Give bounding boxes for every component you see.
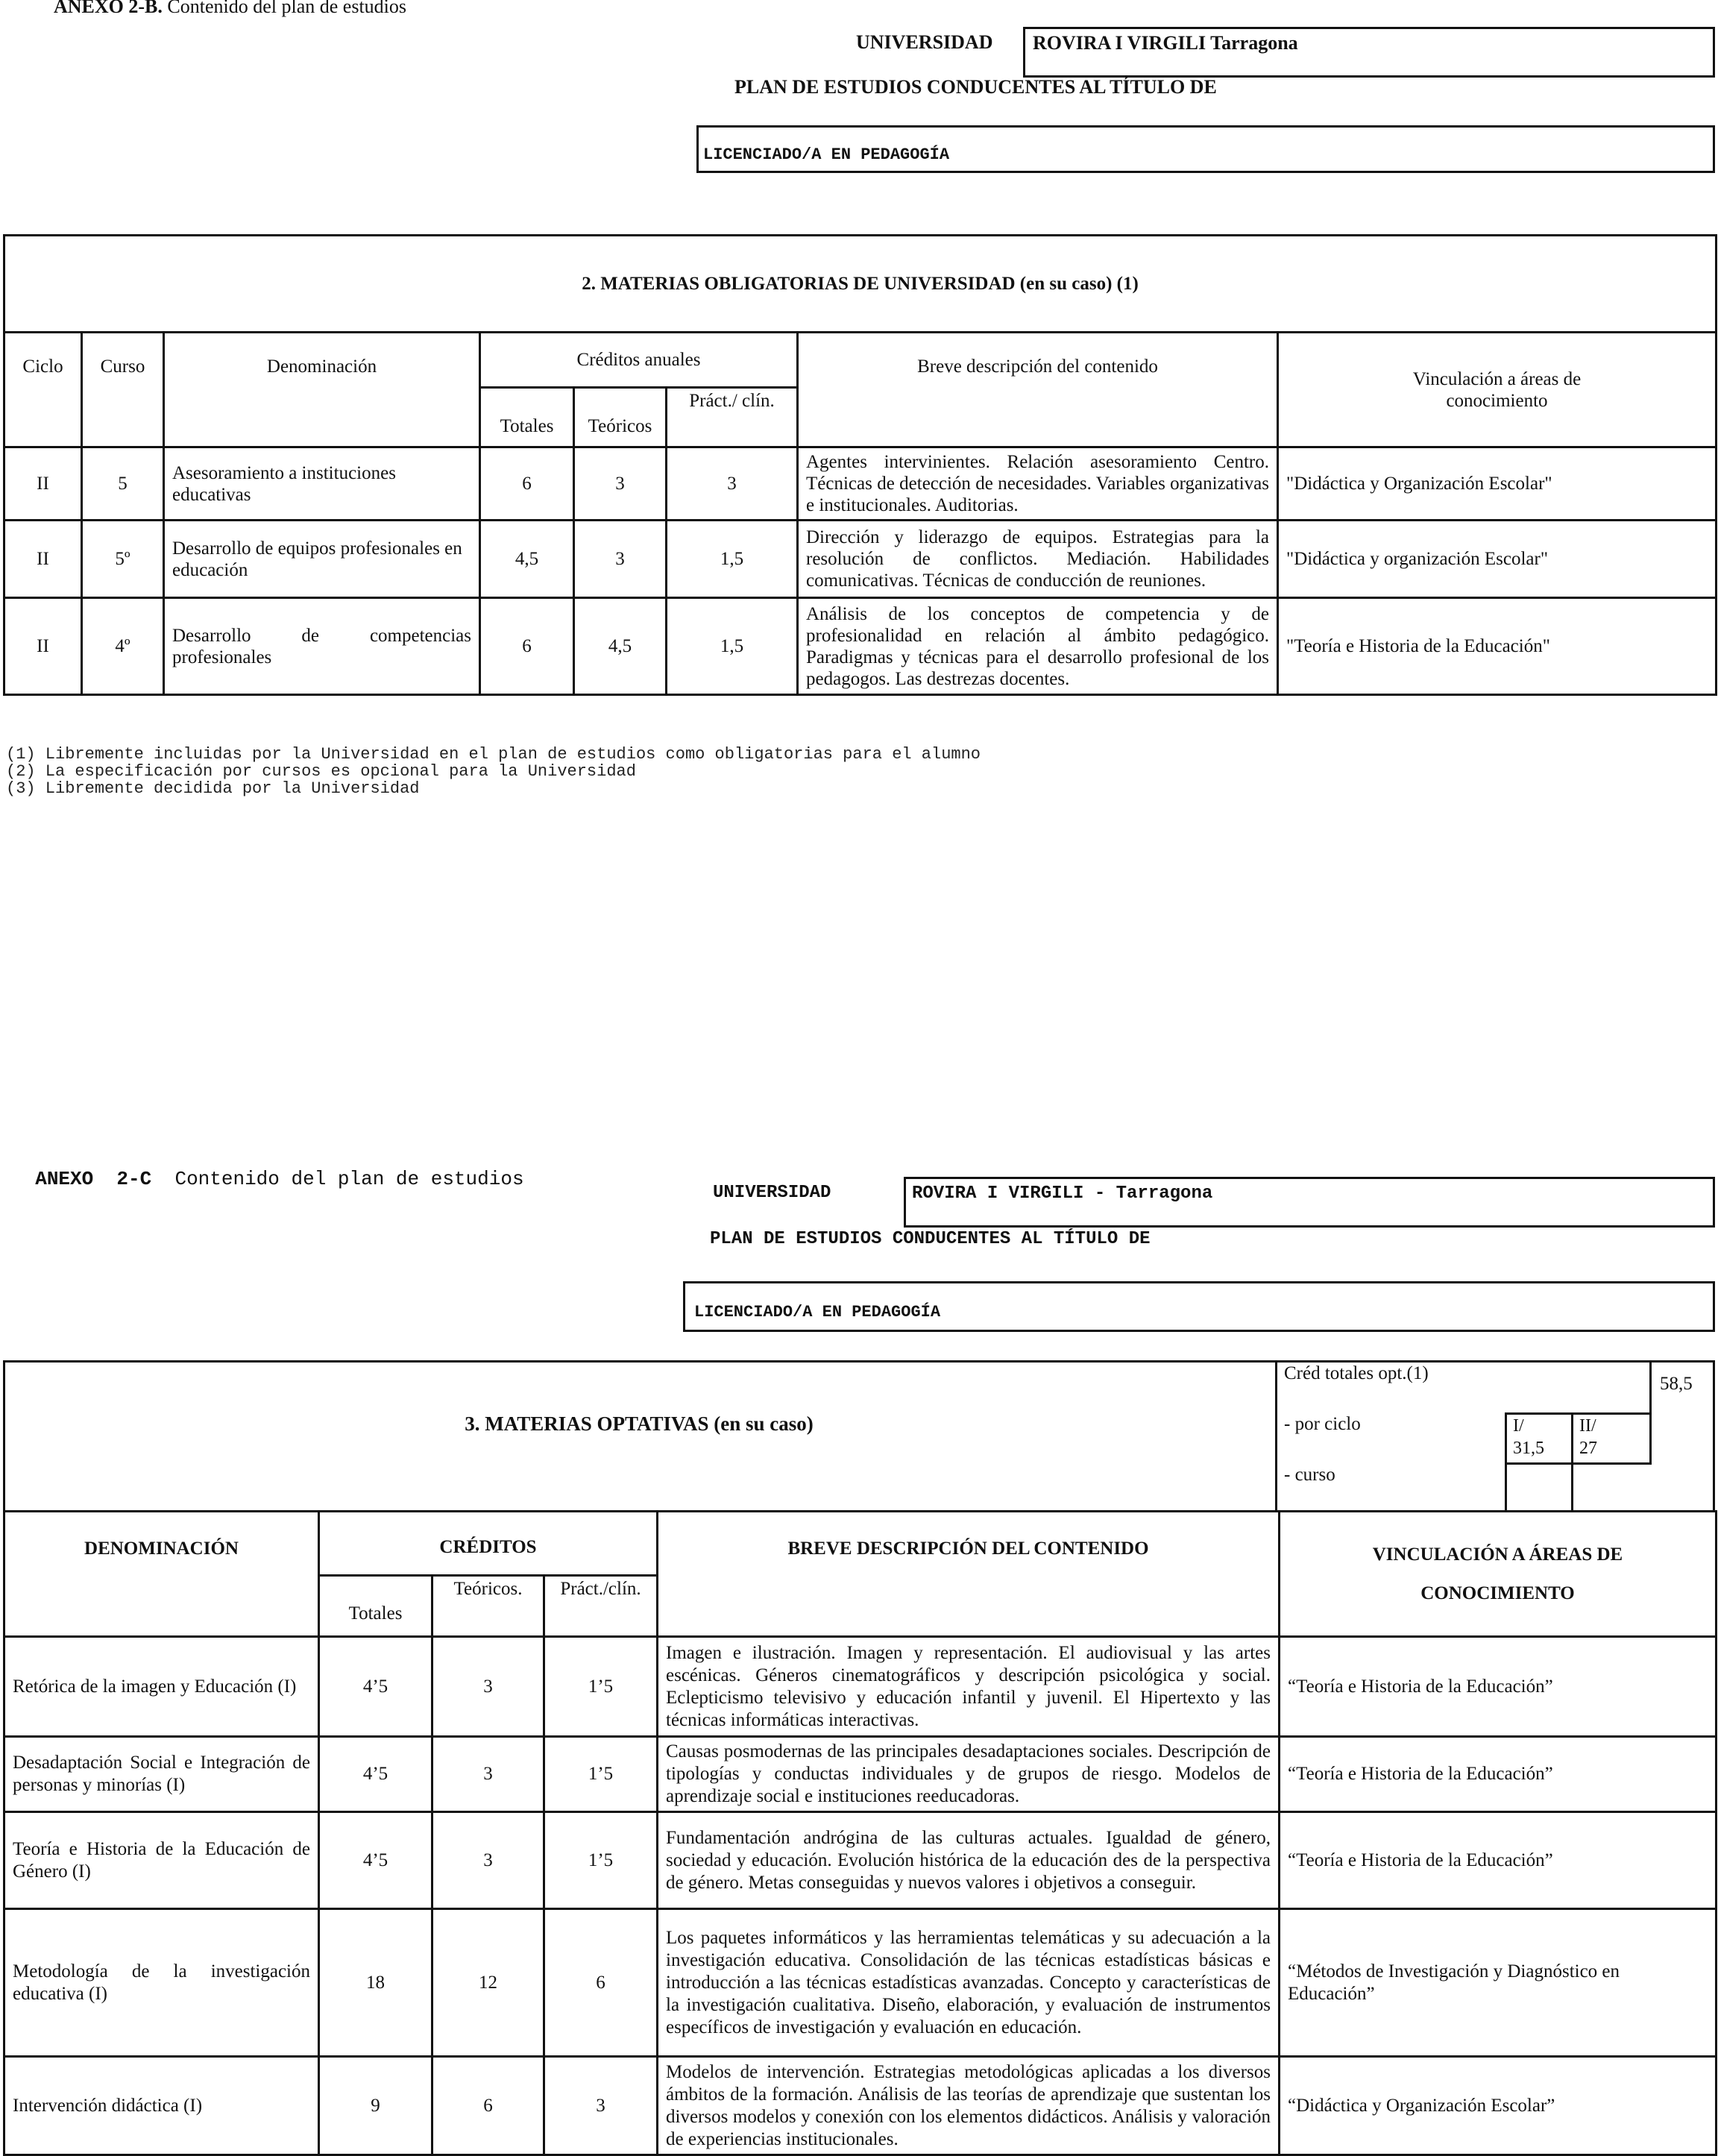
- col-ciclo: Ciclo: [4, 333, 82, 447]
- plan-label: PLAN DE ESTUDIOS CONDUCENTES AL TÍTULO DE: [734, 76, 1217, 98]
- annex-c-subtitle: Contenido del plan de estudios: [174, 1168, 524, 1190]
- universidad-c-value: ROVIRA I VIRGILI - Tarragona: [912, 1184, 1213, 1204]
- cell-totales: 4’5: [319, 1812, 432, 1909]
- annex-b-label: ANEXO 2-B.: [54, 0, 163, 17]
- footnote: (3) Libremente decidida por la Universidad: [6, 779, 420, 798]
- cell-teoricos: 3: [432, 1737, 544, 1812]
- col-descripcion: Breve descripción del contenido: [798, 333, 1278, 447]
- cell-denominacion: Teoría e Historia de la Educación de Género (I): [4, 1812, 319, 1909]
- universidad-value: ROVIRA I VIRGILI Tarragona: [1033, 32, 1298, 54]
- cell-ciclo: II: [4, 521, 82, 598]
- cell-descripcion: Dirección y liderazgo de equipos. Estrategias para la resolución de conflictos. Mediación. Habilidades comunicativas. Técnicas de conducción de reuniones.: [798, 521, 1278, 598]
- table-row: [4, 1909, 1717, 2057]
- plan-c-label: PLAN DE ESTUDIOS CONDUCENTES AL TÍTULO DE: [710, 1229, 1151, 1249]
- cell-practicos: 1’5: [544, 1737, 658, 1812]
- optativas-header-block: [3, 1360, 1715, 1512]
- ciclo-ii-value: II/ 27: [1579, 1416, 1597, 1458]
- ciclo-i-box: [1505, 1412, 1573, 1465]
- col-teoricos: Teóricos: [574, 388, 667, 447]
- cell-practicos: 3: [544, 2057, 658, 2155]
- cell-vinculacion: “Métodos de Investigación y Diagnóstico en Educación”: [1280, 1909, 1717, 2057]
- table-row: [4, 521, 1717, 598]
- cred-totales-label: Créd totales opt.(1): [1284, 1363, 1429, 1383]
- cell-vinculacion: “Teoría e Historia de la Educación”: [1280, 1737, 1717, 1812]
- titulo-box: [696, 125, 1715, 173]
- col-curso: Curso: [82, 333, 164, 447]
- cell-denominacion: Desadaptación Social e Integración de personas y minorías (I): [4, 1737, 319, 1812]
- cell-teoricos: 3: [432, 1637, 544, 1737]
- cell-vinculacion: “Teoría e Historia de la Educación”: [1280, 1812, 1717, 1909]
- optativas-table: [3, 1510, 1717, 2156]
- cell-teoricos: 6: [432, 2057, 544, 2155]
- annex-b-heading: [54, 0, 406, 18]
- col-totales-c: Totales: [319, 1576, 432, 1637]
- cell-descripcion: Imagen e ilustración. Imagen y representación. El audiovisual y las artes escénicas. Géneros cinematográficos y descripción psicológica y social. Eclepticismo televisivo y educación infantil y juvenil. El Hipertexto y las técnicas informáticas interactivas.: [658, 1637, 1280, 1737]
- col-teoricos-c: Teóricos.: [432, 1576, 544, 1637]
- col-descripcion-c: BREVE DESCRIPCIÓN DEL CONTENIDO: [658, 1512, 1280, 1637]
- cell-vinculacion: “Teoría e Historia de la Educación”: [1280, 1637, 1717, 1737]
- universidad-label: UNIVERSIDAD: [856, 31, 993, 53]
- cell-denominacion: Asesoramiento a instituciones educativas: [164, 447, 480, 521]
- cell-teoricos: 4,5: [574, 598, 667, 695]
- cell-vinculacion: “Didáctica y Organización Escolar”: [1280, 2057, 1717, 2155]
- col-creditos-c: CRÉDITOS: [319, 1512, 658, 1576]
- col-practicos-c: Práct./clín.: [544, 1576, 658, 1637]
- footnotes: [6, 746, 981, 797]
- cell-descripcion: Fundamentación andrógina de las culturas actuales. Igualdad de género, sociedad y educación. Evolución histórica de la educación des de la perspectiva de género. Metas conseguidas y nuevos valores i objetivos a conseguir.: [658, 1812, 1280, 1909]
- cell-totales: 18: [319, 1909, 432, 2057]
- cell-vinculacion: "Didáctica y Organización Escolar": [1278, 447, 1717, 521]
- cell-vinculacion: "Teoría e Historia de la Educación": [1278, 598, 1717, 695]
- cell-curso: 5: [82, 447, 164, 521]
- cell-teoricos: 3: [432, 1812, 544, 1909]
- footnote: (2) La especificación por cursos es opcional para la Universidad: [6, 762, 636, 781]
- cell-descripcion: Causas posmodernas de las principales desadaptaciones sociales. Descripción de tipologías y conductas individuales y de grupos de riesgo. Modelos de aprendizaje social e instituciones reeducadoras.: [658, 1737, 1280, 1812]
- universidad-c-label: UNIVERSIDAD: [713, 1183, 831, 1203]
- curso-label: - curso: [1284, 1465, 1335, 1485]
- cell-teoricos: 3: [574, 447, 667, 521]
- col-practicos: Práct./ clín.: [667, 388, 798, 447]
- cell-totales: 9: [319, 2057, 432, 2155]
- col-creditos: Créditos anuales: [480, 333, 798, 388]
- cell-teoricos: 3: [574, 521, 667, 598]
- ciclo-ii-box: [1571, 1412, 1652, 1465]
- cell-totales: 6: [480, 447, 574, 521]
- cell-descripcion: Agentes intervinientes. Relación asesoramiento Centro. Técnicas de detección de necesidades. Variables organizativas e institucionales. Auditorias.: [798, 447, 1278, 521]
- table-row: [4, 1637, 1717, 1737]
- cell-descripcion: Los paquetes informáticos y las herramientas telemáticas y su adecuación a la investigación educativa. Consolidación de las técnicas estadísticas básicas e introducción a las técnicas estadísticas avanzadas. Concepto y características de la investigación cualitativa. Diseño, elaboración, y evaluación de instrumentos específicos de investigación y evaluación en educación.: [658, 1909, 1280, 2057]
- optativas-title: 3. MATERIAS OPTATIVAS (en su caso): [465, 1412, 814, 1435]
- annex-c-label: ANEXO 2-C: [35, 1168, 152, 1190]
- cell-practicos: 1’5: [544, 1637, 658, 1737]
- divider: [1571, 1463, 1573, 1512]
- col-vinculacion: Vinculación a áreas de conocimiento: [1278, 333, 1717, 447]
- ciclo-i-value: I/ 31,5: [1513, 1416, 1544, 1458]
- cell-ciclo: II: [4, 447, 82, 521]
- cell-practicos: 6: [544, 1909, 658, 2057]
- cell-descripcion: Modelos de intervención. Estrategias metodológicas aplicadas a los diversos ámbitos de la formación. Análisis de las teorías de aprendizaje que sustentan los diversos modelos y conexión con los elementos didácticos. Análisis y valoración de experiencias institucionales.: [658, 2057, 1280, 2155]
- cell-denominacion: Intervención didáctica (I): [4, 2057, 319, 2155]
- titulo-c-value: LICENCIADO/A EN PEDAGOGÍA: [694, 1303, 941, 1321]
- cell-denominacion: Metodología de la investigación educativa (I): [4, 1909, 319, 2057]
- cell-practicos: 3: [667, 447, 798, 521]
- table-row: [4, 447, 1717, 521]
- cell-practicos: 1’5: [544, 1812, 658, 1909]
- table-row: [4, 598, 1717, 695]
- titulo-value: LICENCIADO/A EN PEDAGOGÍA: [703, 145, 950, 164]
- cell-totales: 6: [480, 598, 574, 695]
- universidad-c-box: [904, 1177, 1715, 1228]
- annex-b-subtitle: Contenido del plan de estudios: [167, 0, 407, 17]
- cell-denominacion: Desarrollo de equipos profesionales en educación: [164, 521, 480, 598]
- universidad-box: [1023, 27, 1715, 78]
- cell-practicos: 1,5: [667, 598, 798, 695]
- cell-vinculacion: "Didáctica y organización Escolar": [1278, 521, 1717, 598]
- table-row: [4, 1737, 1717, 1812]
- cell-practicos: 1,5: [667, 521, 798, 598]
- obligatorias-table: [3, 234, 1717, 696]
- divider: [1505, 1463, 1507, 1512]
- cell-totales: 4’5: [319, 1737, 432, 1812]
- cred-totales-value: 58,5: [1660, 1374, 1693, 1394]
- col-vinculacion-c: VINCULACIÓN A ÁREAS DE CONOCIMIENTO: [1280, 1512, 1717, 1637]
- cell-ciclo: II: [4, 598, 82, 695]
- obligatorias-title: 2. MATERIAS OBLIGATORIAS DE UNIVERSIDAD (en su caso) (1): [4, 236, 1717, 333]
- cell-teoricos: 12: [432, 1909, 544, 2057]
- cell-denominacion: Desarrollo de competencias profesionales: [164, 598, 480, 695]
- divider: [1275, 1360, 1277, 1512]
- cell-curso: 4º: [82, 598, 164, 695]
- table-row: [4, 1812, 1717, 1909]
- cell-denominacion: Retórica de la imagen y Educación (I): [4, 1637, 319, 1737]
- titulo-c-box: [683, 1281, 1715, 1332]
- footnote: (1) Libremente incluidas por la Universidad en el plan de estudios como obligatorias para el alumno: [6, 745, 981, 764]
- table-row: [4, 2057, 1717, 2155]
- col-totales: Totales: [480, 388, 574, 447]
- por-ciclo-label: - por ciclo: [1284, 1414, 1361, 1434]
- cell-descripcion: Análisis de los conceptos de competencia y de profesionalidad en relación al ámbito pedagógico. Paradigmas y técnicas para el desarrollo profesional de los pedagogos. Las destrezas docentes.: [798, 598, 1278, 695]
- cell-curso: 5º: [82, 521, 164, 598]
- col-denominacion: Denominación: [164, 333, 480, 447]
- cell-totales: 4’5: [319, 1637, 432, 1737]
- col-denominacion-c: DENOMINACIÓN: [4, 1512, 319, 1637]
- annex-c-heading: [12, 1145, 524, 1190]
- cell-totales: 4,5: [480, 521, 574, 598]
